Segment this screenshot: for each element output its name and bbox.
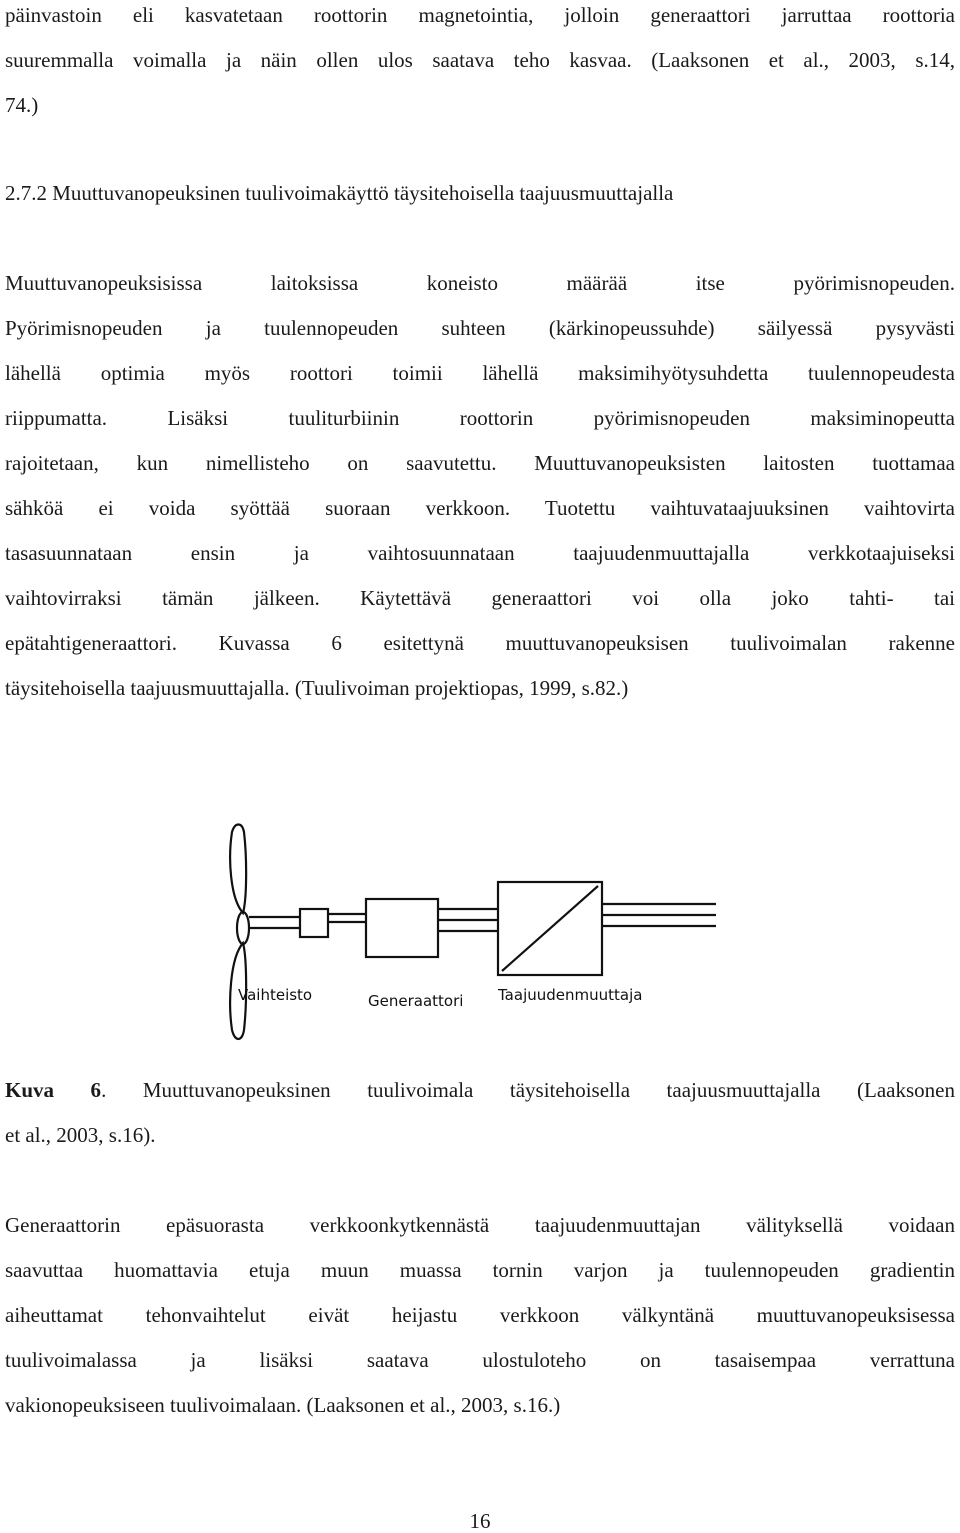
generator-box <box>366 899 438 957</box>
text-line: 74.) <box>5 93 39 117</box>
caption-line: et al., 2003, s.16). <box>5 1123 156 1147</box>
text-line: täysitehoisella taajuusmuuttajalla. (Tuulivoiman projektiopas, 1999, s.82.) <box>5 676 629 700</box>
rotor-blade-upper <box>230 825 246 914</box>
text-line: sähköä ei voida syöttää suoraan verkkoon. Tuotettu vaihtuvataajuuksinen vaihtovirta <box>5 496 955 520</box>
caption-text: . Muuttuvanopeuksinen tuulivoimala täysitehoisella taajuusmuuttajalla (Laaksonen <box>101 1078 955 1102</box>
text-line: tuulivoimalassa ja lisäksi saatava ulostuloteho on tasaisempaa verrattuna <box>5 1348 955 1372</box>
page-number: 16 <box>469 1509 491 1533</box>
wind-turbine-diagram <box>218 818 718 1050</box>
text-line: epätahtigeneraattori. Kuvassa 6 esitettynä muuttuvanopeuksisen tuulivoimalan rakenne <box>5 631 955 655</box>
caption-line <box>5 1078 955 1102</box>
text-line: riippumatta. Lisäksi tuuliturbiinin roottorin pyörimisnopeuden maksiminopeutta <box>5 406 955 430</box>
gearbox-label: Vaihteisto <box>238 986 313 1004</box>
text-line: Pyörimisnopeuden ja tuulennopeuden suhteen (kärkinopeussuhde) säilyessä pysyvästi <box>5 316 955 340</box>
text-line: vakionopeuksiseen tuulivoimalaan. (Laaksonen et al., 2003, s.16.) <box>5 1393 561 1417</box>
rotor-hub <box>237 912 249 944</box>
section-heading: 2.7.2 Muuttuvanopeuksinen tuulivoimakäyttö täysitehoisella taajuusmuuttajalla <box>5 181 674 205</box>
text-line: suuremmalla voimalla ja näin ollen ulos saatava teho kasvaa. (Laaksonen et al., 2003, s.14, <box>5 48 955 72</box>
text-line: tasasuunnataan ensin ja vaihtosuunnataan taajuudenmuuttajalla verkkotaajuiseksi <box>5 541 955 565</box>
generator-label: Generaattori <box>368 992 464 1010</box>
text-line: rajoitetaan, kun nimellisteho on saavutettu. Muuttuvanopeuksisten laitosten tuottamaa <box>5 451 955 475</box>
text-line: päinvastoin eli kasvatetaan roottorin magnetointia, jolloin generaattori jarruttaa roottoria <box>5 3 955 27</box>
text-line: vaihtovirraksi tämän jälkeen. Käytettävä generaattori voi olla joko tahti- tai <box>5 586 955 610</box>
caption-label: Kuva 6 <box>5 1078 102 1102</box>
text-line: Muuttuvanopeuksisissa laitoksissa koneisto määrää itse pyörimisnopeuden. <box>5 271 955 295</box>
text-line: Generaattorin epäsuorasta verkkoonkytkennästä taajuudenmuuttajan välityksellä voidaan <box>5 1213 955 1237</box>
converter-label: Taajuudenmuuttaja <box>498 986 643 1004</box>
text-line: saavuttaa huomattavia etuja muun muassa tornin varjon ja tuulennopeuden gradientin <box>5 1258 955 1282</box>
converter-diagonal <box>502 886 598 971</box>
text-line: aiheuttamat tehonvaihtelut eivät heijastu verkkoon välkyntänä muuttuvanopeuksisessa <box>5 1303 955 1327</box>
text-line: lähellä optimia myös roottori toimii lähellä maksimihyötysuhdetta tuulennopeudesta <box>5 361 955 385</box>
gearbox-box <box>300 909 328 937</box>
